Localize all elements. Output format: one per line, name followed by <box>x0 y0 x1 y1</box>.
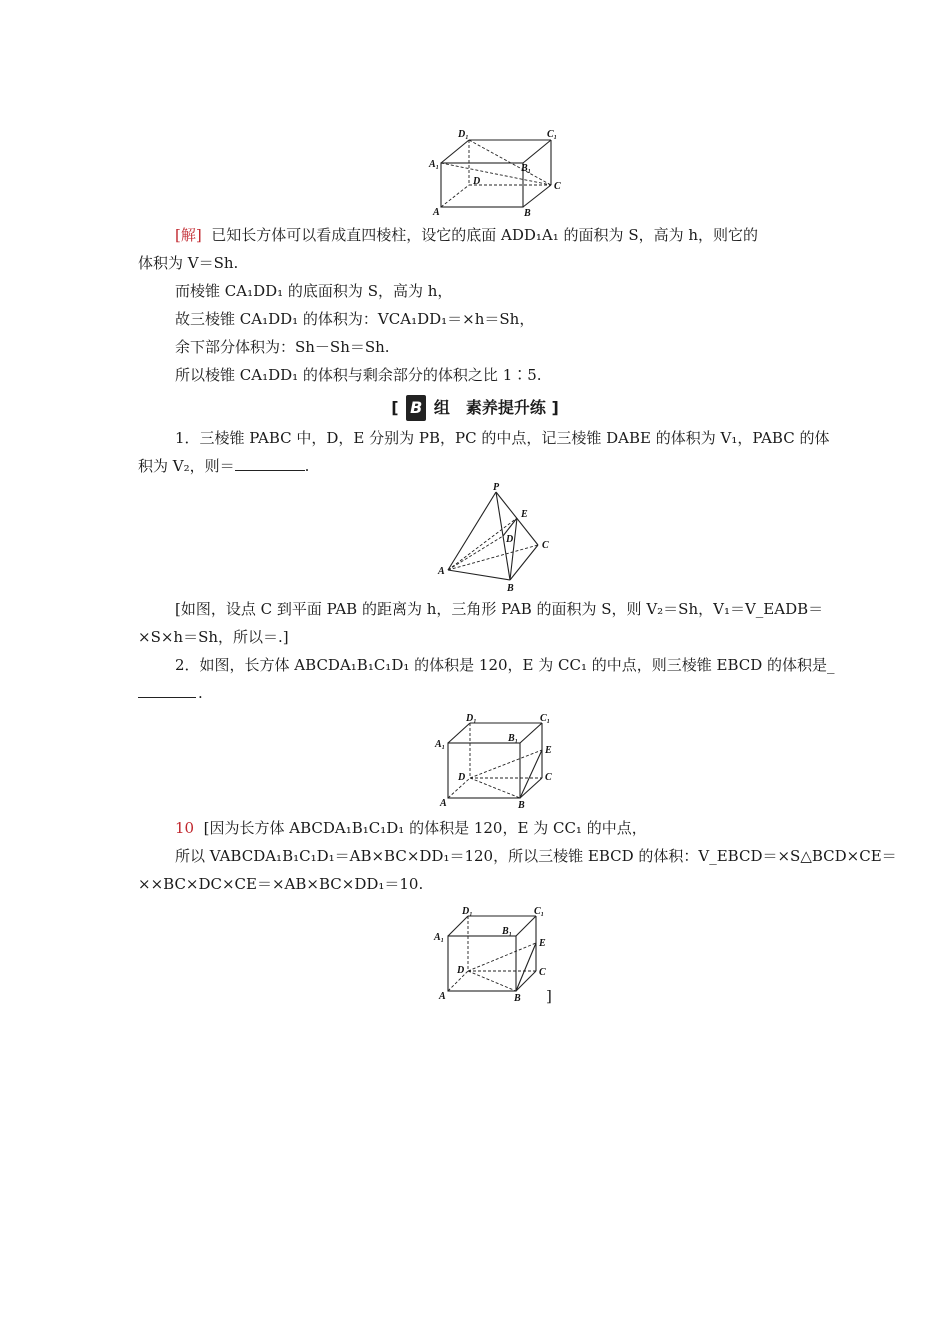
fig3-label: D <box>458 772 466 783</box>
solution-line-1 <box>175 225 758 245</box>
solution-line-4: 故三棱锥 CA₁DD₁ 的体积为：VCA₁DD₁＝×h＝Sh， <box>175 310 535 328</box>
section-badge: B <box>406 395 426 421</box>
solution-text: 已知长方体可以看成直四棱柱，设它的底面 ADD₁A₁ 的面积为 S，高为 h，则它的 <box>211 226 759 244</box>
q2-close-bracket: ] <box>546 987 552 1005</box>
section-header <box>0 395 950 421</box>
solution-line-2: 体积为 V＝Sh. <box>138 254 239 272</box>
q2-answer-1 <box>175 818 647 838</box>
fig2-label: P <box>493 482 500 493</box>
q1-period: . <box>304 457 310 475</box>
fig3-label: C₁ <box>540 713 551 724</box>
fig3-label: E <box>545 745 552 756</box>
q2-answer-2: 所以 VABCDA₁B₁C₁D₁＝AB×BC×DD₁＝120，所以三棱锥 EBCD 的体积：V_EBCD＝×S△BCD×CE＝ <box>175 847 897 865</box>
section-bracket-close: ] <box>551 398 559 417</box>
fig3-label: A <box>440 798 447 809</box>
fig3-label: B₁ <box>508 733 519 744</box>
fig4-label: D₁ <box>462 906 473 917</box>
solution-line-6: 所以棱锥 CA₁DD₁ 的体积与剩余部分的体积之比 1∶5. <box>175 366 542 384</box>
fig2-label: C <box>542 540 549 551</box>
figure-cuboid-1 <box>425 125 565 220</box>
fig2-label: E <box>521 509 528 520</box>
q2-answer-text: [因为长方体 ABCDA₁B₁C₁D₁ 的体积是 120，E 为 CC₁ 的中点， <box>203 819 647 837</box>
fig1-label: B <box>524 208 531 219</box>
fig4-label: C₁ <box>534 906 545 917</box>
q2-line-2: . <box>198 684 203 702</box>
answer-blank <box>235 456 305 471</box>
q2-answer-3: ××BC×DC×CE＝×AB×BC×DD₁＝10. <box>138 875 424 893</box>
fig1-label: C <box>554 181 561 192</box>
fig2-label: A <box>438 566 445 577</box>
q2-line-1: 2．如图，长方体 ABCDA₁B₁C₁D₁ 的体积是 120，E 为 CC₁ 的中点，则三棱锥 EBCD 的体积是_ <box>175 656 835 674</box>
fig1-label: A <box>433 207 440 218</box>
solution-line-3: 而棱锥 CA₁DD₁ 的底面积为 S，高为 h， <box>175 282 453 300</box>
fig1-label: C₁ <box>547 129 558 140</box>
section-bracket-open: [ <box>391 398 399 417</box>
q1-line-2 <box>138 456 309 476</box>
q1-answer-2: ×S×h＝Sh，所以＝.] <box>138 628 289 646</box>
fig1-label: B₁ <box>521 163 532 174</box>
fig2-label: B <box>507 583 514 594</box>
q1-text: 积为 V₂，则＝ <box>138 457 235 475</box>
fig1-label: D <box>473 176 481 187</box>
fig4-label: A <box>439 991 446 1002</box>
fig1-label: D₁ <box>458 129 469 140</box>
fig3-label: D₁ <box>466 713 477 724</box>
fig3-label: C <box>545 772 552 783</box>
fig3-label: A₁ <box>435 739 446 750</box>
figure-cuboid-3 <box>430 903 565 1003</box>
fig4-label: C <box>539 967 546 978</box>
section-title: 组 素养提升练 <box>433 398 546 417</box>
solution-line-5: 余下部分体积为：Sh－Sh＝Sh. <box>175 338 390 356</box>
fig3-label: B <box>518 800 525 810</box>
fig4-label: B₁ <box>502 926 513 937</box>
fig4-label: B <box>514 993 521 1003</box>
fig4-label: E <box>539 938 546 949</box>
fig4-label: D <box>457 965 465 976</box>
q1-answer-1: [如图，设点 C 到平面 PAB 的距离为 h，三角形 PAB 的面积为 S，则 V₂＝Sh，V₁＝V_EADB＝ <box>175 600 824 618</box>
q1-line-1: 1．三棱锥 PABC 中，D，E 分别为 PB，PC 的中点，记三棱锥 DABE 的体积为 V₁，PABC 的体 <box>175 429 830 447</box>
answer-blank <box>138 697 196 698</box>
fig2-label: D <box>506 534 514 545</box>
q2-answer-value: 10 <box>175 819 195 837</box>
fig1-label: A₁ <box>429 159 440 170</box>
fig4-label: A₁ <box>434 932 445 943</box>
solution-label: [解] <box>175 226 202 244</box>
figure-tetrahedron <box>430 480 560 595</box>
figure-cuboid-2 <box>430 710 565 810</box>
